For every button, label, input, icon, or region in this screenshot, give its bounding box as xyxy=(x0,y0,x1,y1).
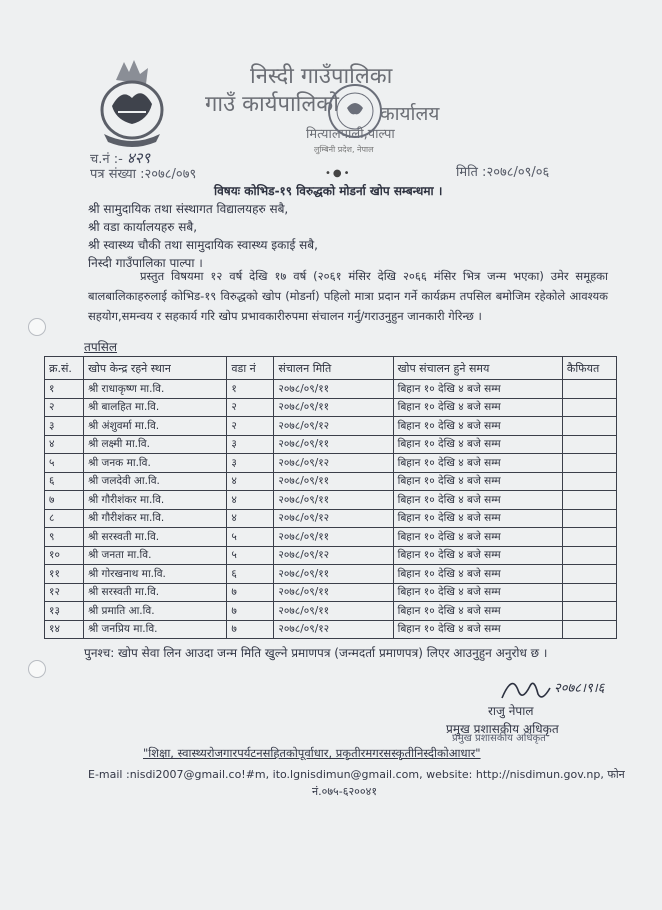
cell-time: बिहान १० देखि ४ बजे सम्म xyxy=(393,435,562,454)
cell-center: श्री सरस्वती मा.वि. xyxy=(84,583,227,602)
table-row xyxy=(45,602,617,621)
cell-ward: २ xyxy=(227,417,274,436)
cell-remarks xyxy=(562,602,616,621)
cell-date: २०७८/०९/११ xyxy=(274,435,393,454)
footer-slogan: "शिक्षा, स्वास्थ्यरोजगारपर्यटनसहितकोपूर्वाधार, प्रकृतीरमगरसस्कृतीनिस्दीकोआधार" xyxy=(143,746,481,760)
cell-remarks xyxy=(562,565,616,584)
col-header-remarks: कैफियत xyxy=(562,357,616,380)
cell-remarks xyxy=(562,546,616,565)
table-row xyxy=(45,583,617,602)
punch-hole-icon xyxy=(28,318,46,336)
cell-sn: ७ xyxy=(45,491,84,510)
table-row xyxy=(45,380,617,399)
cell-time: बिहान १० देखि ४ बजे सम्म xyxy=(393,602,562,621)
addressee: श्री सामुदायिक तथा संस्थागत विद्यालयहरु सबै, xyxy=(88,202,289,216)
office-name-part1: गाउँ कार्यपालिको xyxy=(205,92,339,117)
table-row xyxy=(45,620,617,639)
addressee: श्री स्वास्थ्य चौकी तथा सामुदायिक स्वास्थ्य इकाई सबै, xyxy=(88,238,318,252)
body-text: प्रस्तुत विषयमा १२ वर्ष देखि १७ वर्ष (२०६१ मंसिर देखि २०६६ मंसिर भित्र जन्म भएका) उमेर समूहका बालबालिकाहरुलाई कोभिड-१९ विरुद्धको खोप (मोडर्ना) पहिलो मात्रा प्रदान गर्ने कार्यक्रम तपसिल बमोजिम रहेकोले आवश्यक सहयोग,समन्वय र सहकार्य गरि खोप प्रभावकारीरुपमा संचालन गर्नु/गराउनुहुन जानकारी गेरिन्छ । xyxy=(88,269,608,323)
cell-center: श्री जनक मा.वि. xyxy=(84,454,227,473)
cell-date: २०७८/०९/१२ xyxy=(274,509,393,528)
signatory-name: राजु नेपाल xyxy=(488,704,534,718)
patra-value: २०७८/०७९ xyxy=(144,167,197,182)
postscript-note: पुनश्च: खोप सेवा लिन आउदा जन्म मिति खुल्ने प्रमाणपत्र (जन्मदर्ता प्रमाणपत्र) लिएर आउनुहुन अनुरोध छ । xyxy=(84,646,548,660)
separator-dots: •●• xyxy=(325,168,352,179)
cell-time: बिहान १० देखि ४ बजे सम्म xyxy=(393,565,562,584)
cell-date: २०७८/०९/१२ xyxy=(274,620,393,639)
signatory-designation: प्रमुख प्रशासकीय अधिकृत xyxy=(446,722,559,736)
cell-remarks xyxy=(562,620,616,639)
patra-label: पत्र संख्या : xyxy=(90,167,145,182)
cell-date: २०७८/०९/११ xyxy=(274,491,393,510)
cell-center: श्री लक्ष्मी मा.वि. xyxy=(84,435,227,454)
cell-remarks xyxy=(562,454,616,473)
office-location: मित्यालपाली,पाल्पा xyxy=(306,127,395,142)
cell-center: श्री अंशुवर्मा मा.वि. xyxy=(84,417,227,436)
cell-ward: ५ xyxy=(227,528,274,547)
table-row xyxy=(45,491,617,510)
nepal-emblem-icon xyxy=(96,58,168,148)
cell-center: श्री बालहित मा.वि. xyxy=(84,398,227,417)
cell-time: बिहान १० देखि ४ बजे सम्म xyxy=(393,380,562,399)
cell-sn: ६ xyxy=(45,472,84,491)
col-header-center: खोप केन्द्र रहने स्थान xyxy=(84,357,227,380)
cell-time: बिहान १० देखि ४ बजे सम्म xyxy=(393,472,562,491)
cell-sn: १४ xyxy=(45,620,84,639)
cell-center: श्री जलदेवी आ.वि. xyxy=(84,472,227,491)
table-row xyxy=(45,435,617,454)
cell-time: बिहान १० देखि ४ बजे सम्म xyxy=(393,491,562,510)
cell-time: बिहान १० देखि ४ बजे सम्म xyxy=(393,398,562,417)
miti-value: २०७८/०९/०६ xyxy=(486,165,550,180)
cell-ward: ४ xyxy=(227,491,274,510)
cell-date: २०७८/०९/११ xyxy=(274,528,393,547)
col-header-ward: वडा नं xyxy=(227,357,274,380)
cell-center: श्री जनप्रिय मा.वि. xyxy=(84,620,227,639)
cell-sn: १३ xyxy=(45,602,84,621)
punch-hole-icon xyxy=(28,660,46,678)
cell-sn: २ xyxy=(45,398,84,417)
cell-time: बिहान १० देखि ४ बजे सम्म xyxy=(393,509,562,528)
cell-time: बिहान १० देखि ४ बजे सम्म xyxy=(393,417,562,436)
table-row xyxy=(45,398,617,417)
cell-center: श्री राधाकृष्ण मा.वि. xyxy=(84,380,227,399)
cell-ward: ३ xyxy=(227,435,274,454)
cell-time: बिहान १० देखि ४ बजे सम्म xyxy=(393,528,562,547)
cell-remarks xyxy=(562,435,616,454)
cell-date: २०७८/०९/११ xyxy=(274,472,393,491)
cell-date: २०७८/०९/११ xyxy=(274,583,393,602)
cell-date: २०७८/०९/११ xyxy=(274,602,393,621)
addressee: श्री वडा कार्यालयहरु सबै, xyxy=(88,220,198,234)
svg-text:२०७८।९।६: २०७८।९।६ xyxy=(554,681,605,696)
cell-date: २०७८/०९/११ xyxy=(274,398,393,417)
chalani-label: च.नं :- xyxy=(90,152,123,167)
footer-contact: E-mail :nisdi2007@gmail.co!#m, ito.lgnisdimun@gmail.com, website: http://nisdimun.gov.np, फोन xyxy=(88,768,625,781)
tapsil-heading: तपसिल xyxy=(84,340,118,354)
letter-body xyxy=(88,266,608,326)
cell-time: बिहान १० देखि ४ बजे सम्म xyxy=(393,620,562,639)
table-row xyxy=(45,417,617,436)
office-stamp-icon xyxy=(326,82,384,140)
table-row xyxy=(45,472,617,491)
cell-date: २०७८/०९/१२ xyxy=(274,454,393,473)
table-row xyxy=(45,509,617,528)
cell-ward: ६ xyxy=(227,565,274,584)
cell-sn: ३ xyxy=(45,417,84,436)
cell-remarks xyxy=(562,509,616,528)
col-header-time: खोप संचालन हुने समय xyxy=(393,357,562,380)
cell-remarks xyxy=(562,398,616,417)
cell-center: श्री जनता मा.वि. xyxy=(84,546,227,565)
cell-sn: ८ xyxy=(45,509,84,528)
vaccination-schedule-table xyxy=(44,356,617,639)
cell-remarks xyxy=(562,528,616,547)
designation-stamp: प्रमुख प्रशासकीय अधिकृत xyxy=(452,733,546,744)
cell-time: बिहान १० देखि ४ बजे सम्म xyxy=(393,454,562,473)
miti-label: मिति : xyxy=(456,165,487,180)
cell-remarks xyxy=(562,417,616,436)
cell-date: २०७८/०९/११ xyxy=(274,565,393,584)
cell-ward: १ xyxy=(227,380,274,399)
cell-ward: ४ xyxy=(227,472,274,491)
cell-time: बिहान १० देखि ४ बजे सम्म xyxy=(393,546,562,565)
cell-ward: ७ xyxy=(227,620,274,639)
province-name: लुम्बिनी प्रदेश, नेपाल xyxy=(314,145,374,154)
table-row xyxy=(45,565,617,584)
cell-remarks xyxy=(562,472,616,491)
cell-sn: ४ xyxy=(45,435,84,454)
office-name-part2: कार्यालय xyxy=(380,103,440,125)
footer-phone: नं.०७५-६२००४१ xyxy=(312,785,378,798)
cell-sn: ९ xyxy=(45,528,84,547)
cell-ward: ३ xyxy=(227,454,274,473)
table-row xyxy=(45,454,617,473)
col-header-date: संचालन मिति xyxy=(274,357,393,380)
cell-sn: ५ xyxy=(45,454,84,473)
cell-remarks xyxy=(562,583,616,602)
cell-ward: ४ xyxy=(227,509,274,528)
patra-sankhya xyxy=(90,164,196,182)
municipality-name: निस्दी गाउँपालिका xyxy=(250,64,393,89)
cell-remarks xyxy=(562,380,616,399)
cell-ward: ५ xyxy=(227,546,274,565)
col-header-sn: क्र.सं. xyxy=(45,357,84,380)
cell-remarks xyxy=(562,491,616,510)
cell-center: श्री गौरीशंकर मा.वि. xyxy=(84,491,227,510)
cell-time: बिहान १० देखि ४ बजे सम्म xyxy=(393,583,562,602)
cell-ward: ७ xyxy=(227,583,274,602)
table-row xyxy=(45,528,617,547)
letter-date xyxy=(456,162,549,180)
addressee: निस्दी गाउँपालिका पाल्पा । xyxy=(88,256,203,270)
cell-sn: १० xyxy=(45,546,84,565)
cell-date: २०७८/०९/१२ xyxy=(274,546,393,565)
cell-date: २०७८/०९/११ xyxy=(274,380,393,399)
cell-sn: ११ xyxy=(45,565,84,584)
cell-sn: १२ xyxy=(45,583,84,602)
table-row xyxy=(45,546,617,565)
cell-center: श्री गौरीशंकर मा.वि. xyxy=(84,509,227,528)
cell-ward: ७ xyxy=(227,602,274,621)
chalani-value: ४२९ xyxy=(126,149,151,167)
letter-subject: विषयः कोभिड-१९ विरुद्धको मोडर्ना खोप सम्बन्धमा । xyxy=(214,184,443,198)
cell-ward: २ xyxy=(227,398,274,417)
cell-center: श्री सरस्वती मा.वि. xyxy=(84,528,227,547)
cell-sn: १ xyxy=(45,380,84,399)
table-header-row xyxy=(45,357,617,380)
cell-date: २०७८/०९/१२ xyxy=(274,417,393,436)
cell-center: श्री गोरखनाथ मा.वि. xyxy=(84,565,227,584)
cell-center: श्री प्रमाति आ.वि. xyxy=(84,602,227,621)
